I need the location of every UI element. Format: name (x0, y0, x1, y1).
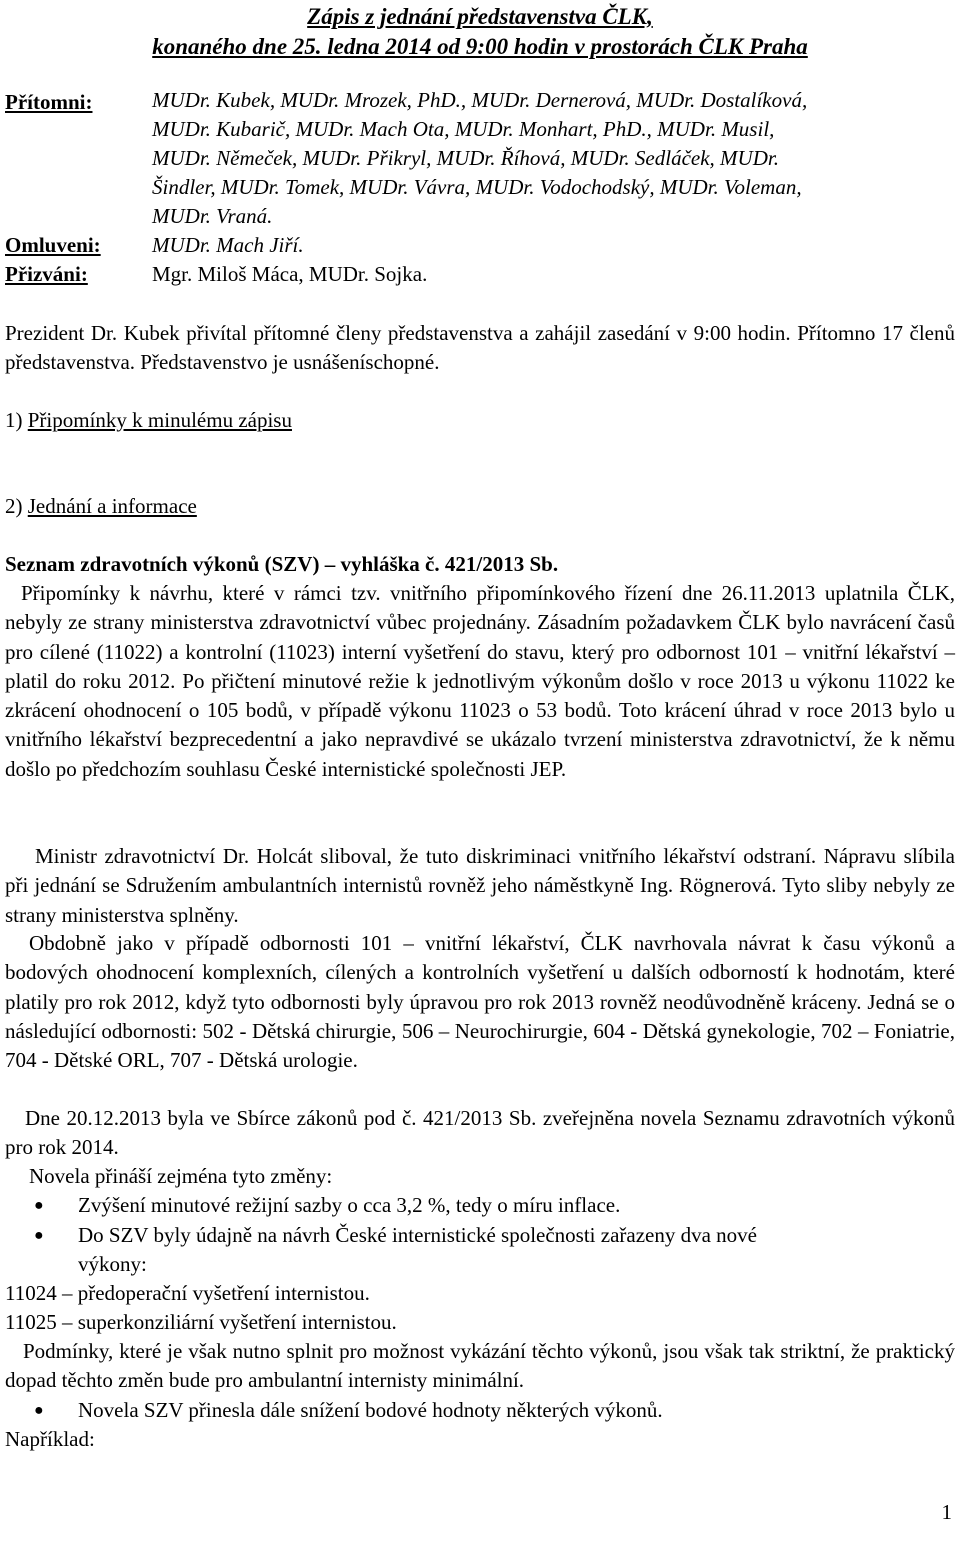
paragraph-comments: Připomínky k návrhu, které v rámci tzv. vnitřního připomínkového řízení dne 26.11.2013 uplatnila ČLK, nebyly ze strany ministerstva zdravotnictví vůbec projednány. Zásadním požadavkem ČLK bylo navrácení časů pro cílené (11022) a kontrolní (11023) interní vyšetření do stavu, který pro odbornost 101 – vnitřní lékařství – platil do roku 2012. Po přičtení minutové režie k jednotlivým výkonům došlo v roce 2013 u výkonu 11022 ke zkrácení ohodnocení o 105 bodů, v případě výkonu 11023 o 53 bodů. Toto krácení úhrad v roce 2013 bylo u vnitřního lékařství bezprecedentní a jako nepravdivé se ukázalo tvrzení ministerstva zdravotnictví, že k němu došlo po předchozím souhlasu České internistické společnosti JEP. (5, 581, 955, 781)
code-11024: 11024 – předoperační vyšetření internistou. (5, 1281, 370, 1305)
present-list (152, 86, 960, 231)
szv-heading: Seznam zdravotních výkonů (SZV) – vyhláška č. 421/2013 Sb. (5, 552, 559, 576)
present-label: Přítomni: (5, 90, 93, 114)
present-line: MUDr. Kubek, MUDr. Mrozek, PhD., MUDr. Dernerová, MUDr. Dostalíková, (152, 88, 808, 112)
bullet-dot: ● (34, 1197, 44, 1214)
present-line: MUDr. Němeček, MUDr. Přikryl, MUDr. Říhová, MUDr. Sedláček, MUDr. (152, 146, 779, 170)
section-2-heading (5, 492, 955, 521)
present-line: MUDr. Vraná. (152, 204, 273, 228)
paragraph-other-specialties: Obdobně jako v případě odbornosti 101 – vnitřní lékařství, ČLK navrhovala návrat k času výkonů a bodových ohodnocení komplexních, cílených a kontrolních vyšetření u dalších odborností k hodnotám, které platily pro rok 2012, když tyto odbornosti byly úpravou pro rok 2013 rovněž neodůvodněně kráceny. Jedná se o následující odbornosti: 502 - Dětská chirurgie, 506 – Neurochirurgie, 604 - Dětská gynekologie, 702 – Foniatrie, 704 - Dětské ORL, 707 - Dětská urologie. (5, 931, 955, 1073)
section-1-title: Připomínky k minulému zápisu (27, 408, 292, 432)
section-1-number: 1) (5, 408, 28, 432)
invited-list: Mgr. Miloš Máca, MUDr. Sojka. (152, 262, 428, 286)
bullet-dot: ● (34, 1402, 44, 1419)
paragraph-changes-intro: Novela přináší zejména tyto změny: (29, 1164, 333, 1188)
bullet-item (78, 1221, 948, 1280)
excused-label: Omluveni: (5, 233, 101, 257)
intro-paragraph: Prezident Dr. Kubek přivítal přítomné členy představenstva a zahájil zasedání v 9:00 hodin. Přítomno 17 členů představenstva. Představenstvo je usnášeníschopné. (5, 321, 955, 375)
document-subtitle: konaného dne 25. ledna 2014 od 9:00 hodin v prostorách ČLK Praha (152, 34, 808, 59)
section-2-title: Jednání a informace (27, 494, 197, 518)
paragraph-publication: Dne 20.12.2013 byla ve Sbírce zákonů pod č. 421/2013 Sb. zveřejněna novela Seznamu zdravotních výkonů pro rok 2014. (5, 1106, 955, 1160)
paragraph-conditions: Podmínky, které je však nutno splnit pro možnost vykázání těchto výkonů, jsou však tak striktní, že praktický dopad těchto změn bude pro ambulantní internisty minimální. (5, 1339, 955, 1393)
present-line: Šindler, MUDr. Tomek, MUDr. Vávra, MUDr. Vodochodský, MUDr. Voleman, (152, 175, 802, 199)
bullet-dot: ● (34, 1227, 44, 1244)
present-line: MUDr. Kubarič, MUDr. Mach Ota, MUDr. Monhart, PhD., MUDr. Musil, (152, 117, 775, 141)
page-number: 1 (941, 1500, 952, 1524)
bullet-line: výkony: (78, 1252, 147, 1277)
invited-label: Přizváni: (5, 262, 88, 286)
excused-list: MUDr. Mach Jiří. (152, 233, 304, 257)
bullet-line: Do SZV byly údajně na návrh České internistické společnosti zařazeny dva nové (78, 1223, 758, 1247)
paragraph-minister: Ministr zdravotnictví Dr. Holcát sliboval, že tuto diskriminaci vnitřního lékařství odstraní. Nápravu slíbila při jednání se Sdružením ambulantních internistů rovněž jeho náměstkyně Ing. Rögnerová. Tyto sliby nebyly ze strany ministerstva splněny. (5, 844, 955, 927)
example-label: Například: (5, 1427, 95, 1451)
document-title: Zápis z jednání představenstva ČLK, (307, 4, 653, 29)
section-1-heading (5, 406, 955, 435)
section-2-number: 2) (5, 494, 28, 518)
bullet-item: Zvýšení minutové režijní sazby o cca 3,2 %, tedy o míru inflace. (78, 1193, 621, 1217)
bullet-item: Novela SZV přinesla dále snížení bodové hodnoty některých výkonů. (78, 1398, 663, 1422)
code-11025: 11025 – superkonziliární vyšetření internistou. (5, 1310, 397, 1334)
